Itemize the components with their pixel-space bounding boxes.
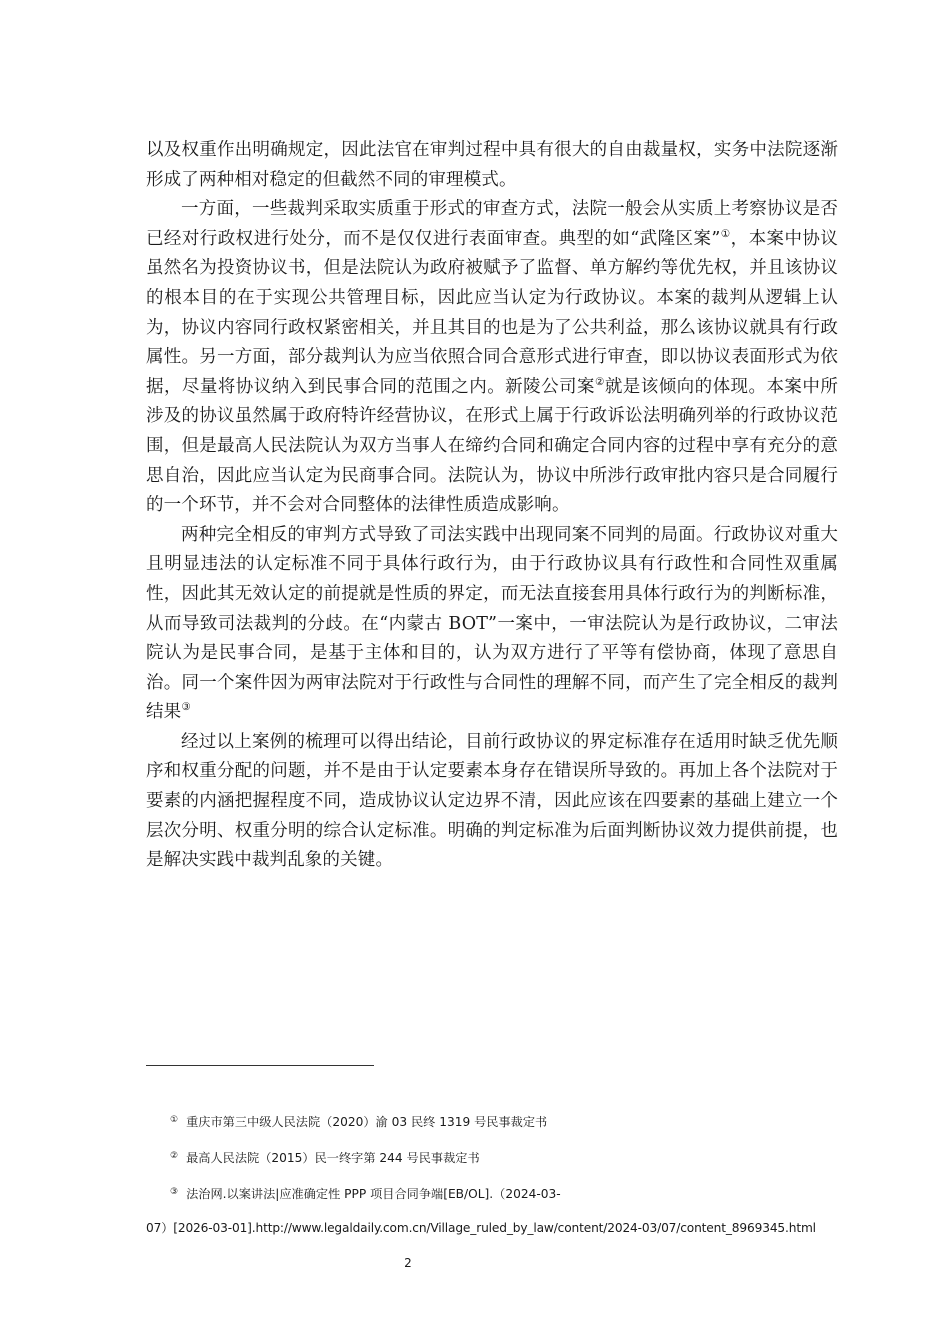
paragraph-1 [146,136,838,195]
footnote-3-mark: ③ [170,1187,179,1197]
paragraph-4 [146,728,838,876]
footnote-ref-1[interactable]: ① [720,227,731,240]
footnote-2 [146,1148,846,1167]
paragraph-2 [146,195,838,521]
footnote-3-url-link[interactable]: 07）[2026-03-01].http://www.legaldaily.com.cn/Village_ruled_by_law/content/2024-03/07/content_8969345.html [146,1221,816,1235]
footnote-1-mark: ① [170,1115,179,1125]
footnote-3-text: 法治网.以案讲法|应准确定性 PPP 项目合同争端[EB/OL].（2024-03- [186,1187,561,1201]
footnote-2-mark: ② [170,1151,179,1161]
body-text [146,136,838,876]
paragraph-2-text-c: 就是该倾向的体现。本案中所涉及的协议虽然属于政府特许经营协议，在形式上属于行政诉讼法明确列举的行政协议范围，但是最高人民法院认为双方当事人在缔约合同和确定合同内容的过程中享有充分的意思自治，因此应当认定为民商事合同。法院认为，协议中所涉行政审批内容只是合同履行的一个环节，并不会对合同整体的法律性质造成影响。 [146,376,838,516]
paragraph-3-text: 两种完全相反的审判方式导致了司法实践中出现同案不同判的局面。行政协议对重大且明显违法的认定标准不同于具体行政行为，由于行政协议具有行政性和合同性双重属性，因此其无效认定的前提就是性质的界定，而无法直接套用具体行政行为的判断标准，从而导致司法裁判的分歧。在“内蒙古 BOT”一案中，一审法院认为是行政协议，二审法院认为是民事合同，是基于主体和目的，认为双方进行了平等有偿协商，体现了意思自治。同一个案件因为两审法院对于行政性与合同性的理解不同，而产生了完全相反的裁判结果 [146,524,838,723]
footnote-1 [146,1112,846,1131]
footnote-1-text: 重庆市第三中级人民法院（2020）渝 03 民终 1319 号民事裁定书 [186,1115,548,1129]
paragraph-1-text: 以及权重作出明确规定，因此法官在审判过程中具有很大的自由裁量权，实务中法院逐渐形成了两种相对稳定的但截然不同的审理模式。 [146,140,838,190]
footnote-separator [146,1065,374,1066]
footnote-3 [146,1184,846,1203]
footnote-2-text: 最高人民法院（2015）民一终字第 244 号民事裁定书 [186,1151,480,1165]
paragraph-2-text-b: ，本案中协议虽然名为投资协议书，但是法院认为政府被赋予了监督、单方解约等优先权，并且该协议的根本目的在于实现公共管理目标，因此应当认定为行政协议。本案的裁判从逻辑上认为，协议内容同行政权紧密相关，并且其目的也是为了公共利益，那么该协议就具有行政属性。另一方面，部分裁判认为应当依照合同合意形式进行审查，即以协议表面形式为依据，尽量将协议纳入到民事合同的范围之内。新陵公司案 [146,228,838,397]
paragraph-4-text: 经过以上案例的梳理可以得出结论，目前行政协议的界定标准存在适用时缺乏优先顺序和权重分配的问题，并不是由于认定要素本身存在错误所导致的。再加上各个法院对于要素的内涵把握程度不同，造成协议认定边界不清，因此应该在四要素的基础上建立一个层次分明、权重分明的综合认定标准。明确的判定标准为后面判断协议效力提供前提，也是解决实践中裁判乱象的关键。 [146,731,838,871]
footnotes [146,1112,846,1237]
paragraph-2-text-a: 一方面，一些裁判采取实质重于形式的审查方式，法院一般会从实质上考察协议是否已经对行政权进行处分，而不是仅仅进行表面审查。典型的如“武隆区案” [146,199,838,249]
footnote-ref-2[interactable]: ② [594,375,605,388]
paragraph-3 [146,521,838,728]
footnote-ref-3[interactable]: ③ [181,701,191,714]
page-number: 2 [404,1256,412,1270]
